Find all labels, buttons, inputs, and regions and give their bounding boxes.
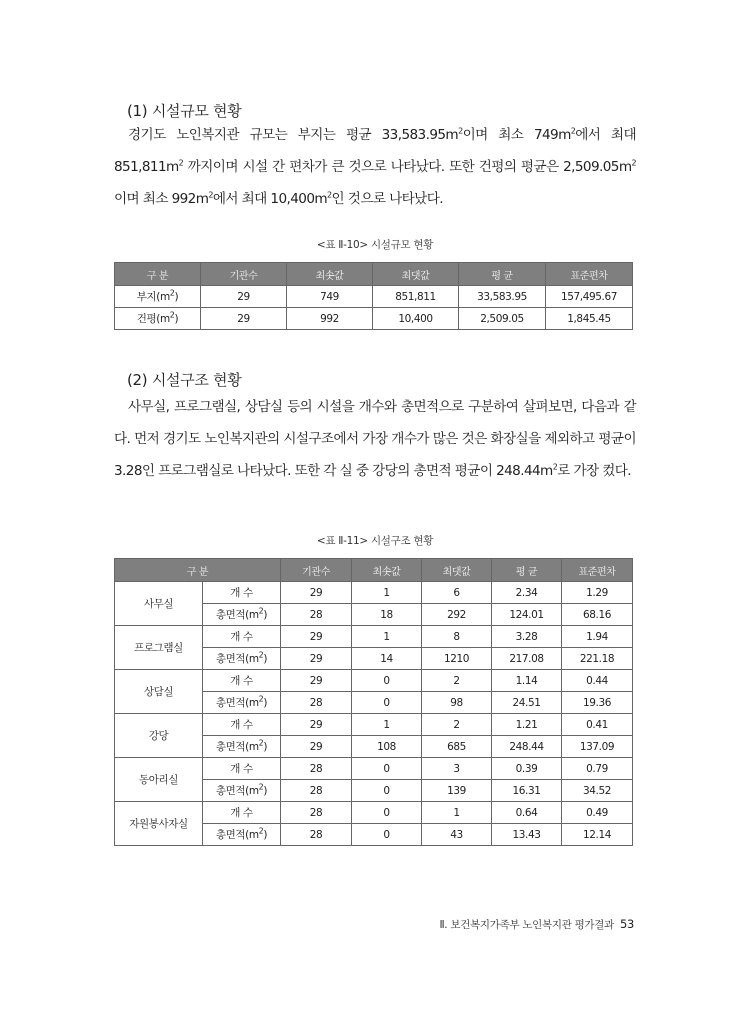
table1-caption: <표 Ⅱ-10> 시설규모 현황 (316, 239, 434, 251)
table-cell: 0 (352, 802, 422, 824)
table-cell: 248.44 (492, 736, 562, 758)
table-cell: 0 (352, 692, 422, 714)
table2-header-row (115, 559, 633, 582)
table-cell: 292 (422, 604, 492, 626)
section2-heading: (2) 시설구조 현황 (127, 371, 242, 389)
table-row (115, 714, 633, 736)
table-cell: 28 (281, 692, 352, 714)
table-cell: 18 (352, 604, 422, 626)
count-label: 개 수 (203, 582, 281, 604)
s1-sup-d: 2 (631, 158, 636, 168)
area-label: 총면적$(m^2)$ (203, 824, 281, 846)
table-cell: 137.09 (562, 736, 633, 758)
table-cell: 157,495.67 (546, 286, 633, 308)
s1-text-c: 에서 최대 851,811m (114, 127, 636, 175)
count-label: 개 수 (203, 758, 281, 780)
table-cell: 68.16 (562, 604, 633, 626)
table-cell: 2.34 (492, 582, 562, 604)
table-row (115, 802, 633, 824)
table-cell: 0.79 (562, 758, 633, 780)
s1-sup-b: 2 (570, 126, 576, 136)
table-cell: 28 (281, 604, 352, 626)
table-cell: 0 (352, 758, 422, 780)
table-cell: 28 (281, 824, 352, 846)
s2-text-a: 사무실, 프로그램실, 상담실 등의 시설을 개수와 총면적으로 구분하여 살펴보면, 다음과 같다. 먼저 경기도 노인복지관의 시설구조에서 가장 개수가 많은 것은 화장실을 제외하고 평균이 3.28인 프로그램실로 나타났다. 또한 각 실 중 강당의 총면적 평균이 248.44m (114, 399, 636, 479)
table1-header-min: 최솟값 (287, 263, 373, 286)
s2-text-b: 로 가장 컸다. (557, 463, 632, 479)
table-cell: 2,509.05 (459, 308, 546, 330)
table-cell: 1210 (422, 648, 492, 670)
table-cell: 28 (281, 758, 352, 780)
table2-header-max: 최댓값 (422, 559, 492, 582)
table-cell: 1.21 (492, 714, 562, 736)
table-cell: 1 (352, 626, 422, 648)
table-row (115, 308, 633, 330)
table-cell: 0 (352, 780, 422, 802)
row-label: 부지$(m^2)$ (115, 286, 201, 308)
area-label: 총면적$(m^2)$ (203, 604, 281, 626)
area-label: 총면적$(m^2)$ (203, 648, 281, 670)
table1-header-category: 구 분 (115, 263, 201, 286)
table-cell: 8 (422, 626, 492, 648)
table-cell: 221.18 (562, 648, 633, 670)
facility-structure-table (114, 558, 633, 846)
group-label: 사무실 (115, 582, 203, 626)
table-cell: 24.51 (492, 692, 562, 714)
table-cell: 29 (281, 582, 352, 604)
table-cell: 1,845.45 (546, 308, 633, 330)
table-cell: 0.44 (562, 670, 633, 692)
table-row (115, 758, 633, 780)
table1-header-institutions: 기관수 (201, 263, 287, 286)
table-cell: 1.94 (562, 626, 633, 648)
table-cell: 1.14 (492, 670, 562, 692)
table-cell: 0 (352, 670, 422, 692)
table-cell: 0 (352, 824, 422, 846)
table2-caption: <표 Ⅱ-11> 시설구조 현황 (316, 535, 434, 547)
table-cell: 33,583.95 (459, 286, 546, 308)
s1-text-f: 에서 최대 10,400m (212, 191, 328, 207)
table-cell: 29 (201, 308, 287, 330)
table-cell: 0.41 (562, 714, 633, 736)
count-label: 개 수 (203, 714, 281, 736)
area-label: 총면적$(m^2)$ (203, 736, 281, 758)
table-cell: 29 (281, 648, 352, 670)
table2-header-category: 구 분 (115, 559, 281, 582)
table-cell: 108 (352, 736, 422, 758)
table-cell: 3.28 (492, 626, 562, 648)
table-cell: 0.64 (492, 802, 562, 824)
group-label: 자원봉사자실 (115, 802, 203, 846)
table-cell: 34.52 (562, 780, 633, 802)
s1-sup-a: 2 (458, 126, 463, 136)
s1-text-a: 경기도 노인복지관 규모는 부지는 평균 33,583.95m (128, 127, 459, 143)
table-cell: 1 (352, 714, 422, 736)
table-cell: 1.29 (562, 582, 633, 604)
table2-header-sd: 표준편차 (562, 559, 633, 582)
table-cell: 2 (422, 670, 492, 692)
table2-header-institutions: 기관수 (281, 559, 352, 582)
s1-sup-e: 2 (208, 190, 213, 200)
s1-text-b: 이며 최소 749m (462, 127, 571, 143)
table-cell: 29 (281, 736, 352, 758)
table-cell: 6 (422, 582, 492, 604)
table2-header-mean: 평 균 (492, 559, 562, 582)
table1-header-mean: 평 균 (459, 263, 546, 286)
table-cell: 29 (281, 670, 352, 692)
table-row (115, 670, 633, 692)
area-label: 총면적$(m^2)$ (203, 692, 281, 714)
s1-text-d: 까지이며 시설 간 편차가 큰 것으로 나타났다. 또한 건평의 평균은 2,509.05m (183, 159, 632, 175)
table-cell: 29 (201, 286, 287, 308)
table-cell: 3 (422, 758, 492, 780)
footer-text: Ⅱ. 보건복지가족부 노인복지관 평가결과 (439, 919, 614, 931)
table2-header-min: 최솟값 (352, 559, 422, 582)
table-cell: 0.39 (492, 758, 562, 780)
table-cell: 28 (281, 780, 352, 802)
table-cell: 98 (422, 692, 492, 714)
table2-body (115, 582, 633, 846)
row-label: 건평$(m^2)$ (115, 308, 201, 330)
table-cell: 992 (287, 308, 373, 330)
table-cell: 685 (422, 736, 492, 758)
page-number: 53 (619, 917, 634, 931)
table-cell: 217.08 (492, 648, 562, 670)
s1-text-e: 이며 최소 992m (114, 191, 209, 207)
table-cell: 43 (422, 824, 492, 846)
table-cell: 124.01 (492, 604, 562, 626)
table1-header-sd: 표준편차 (546, 263, 633, 286)
table-cell: 16.31 (492, 780, 562, 802)
count-label: 개 수 (203, 670, 281, 692)
s1-sup-f: 2 (327, 190, 332, 200)
table1-header-row (115, 263, 633, 286)
table-cell: 2 (422, 714, 492, 736)
table-cell: 1 (422, 802, 492, 824)
table-cell: 29 (281, 714, 352, 736)
section1-heading: (1) 시설규모 현황 (127, 102, 242, 120)
page-footer (439, 917, 634, 932)
group-label: 강당 (115, 714, 203, 758)
count-label: 개 수 (203, 802, 281, 824)
table-cell: 13.43 (492, 824, 562, 846)
section2-paragraph (114, 391, 636, 487)
group-label: 동아리실 (115, 758, 203, 802)
table-cell: 10,400 (373, 308, 459, 330)
table-cell: 749 (287, 286, 373, 308)
table-cell: 28 (281, 802, 352, 824)
table-cell: 29 (281, 626, 352, 648)
table-cell: 139 (422, 780, 492, 802)
group-label: 프로그램실 (115, 626, 203, 670)
table-row (115, 582, 633, 604)
table-cell: 14 (352, 648, 422, 670)
s1-text-g: 인 것으로 나타났다. (331, 191, 443, 207)
table1-header-max: 최댓값 (373, 263, 459, 286)
table-cell: 1 (352, 582, 422, 604)
table-cell: 851,811 (373, 286, 459, 308)
section1-paragraph (114, 119, 636, 215)
table-row (115, 626, 633, 648)
table-cell: 0.49 (562, 802, 633, 824)
table-row (115, 286, 633, 308)
area-label: 총면적$(m^2)$ (203, 780, 281, 802)
s2-sup: 2 (552, 462, 558, 472)
table-cell: 12.14 (562, 824, 633, 846)
count-label: 개 수 (203, 626, 281, 648)
group-label: 상담실 (115, 670, 203, 714)
table-cell: 19.36 (562, 692, 633, 714)
facility-scale-table (114, 262, 633, 330)
s1-sup-c: 2 (178, 158, 184, 168)
